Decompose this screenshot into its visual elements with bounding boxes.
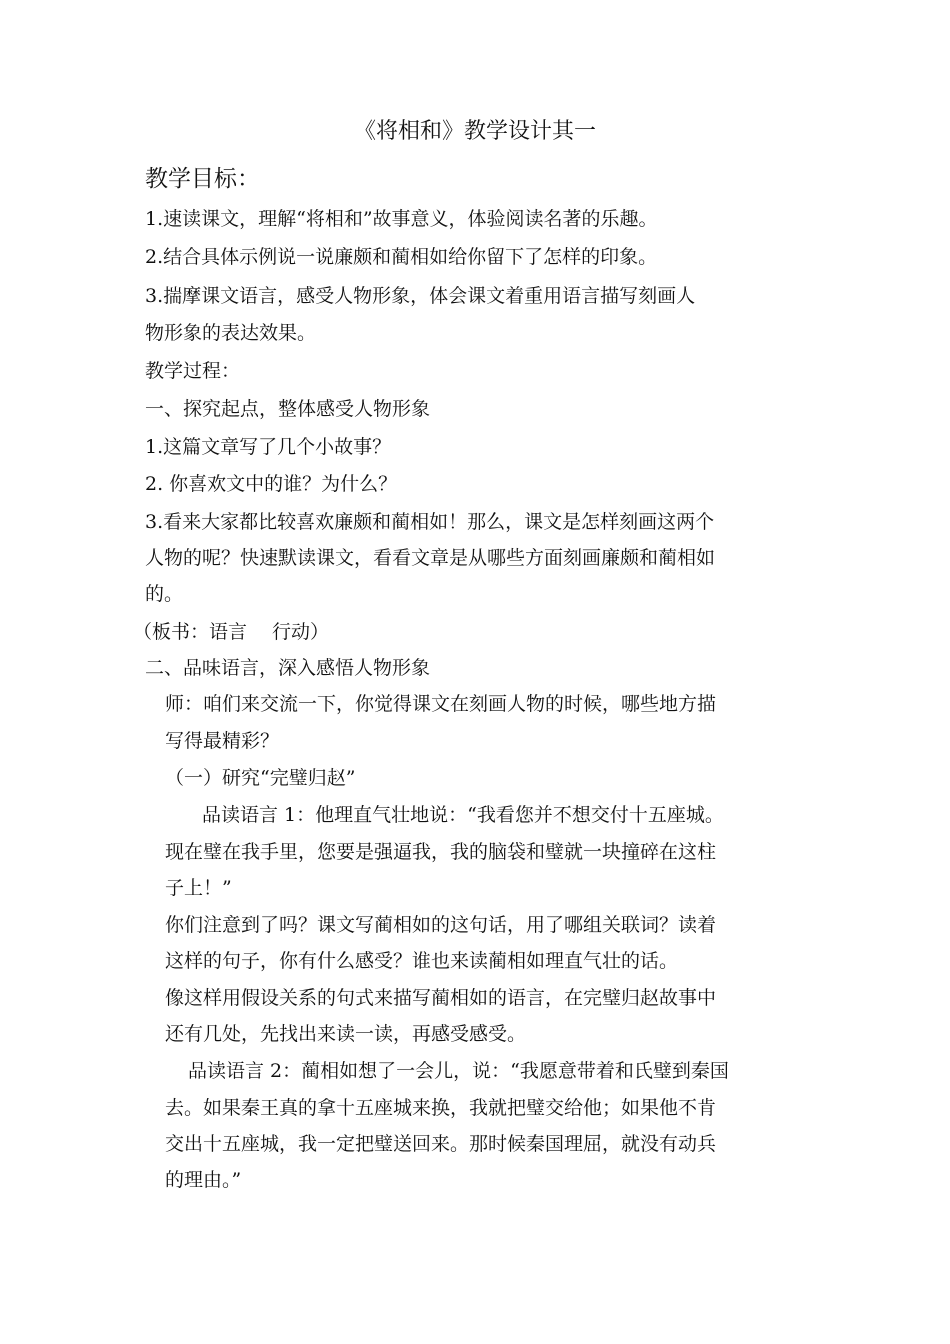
quote-paragraph-continued: 现在璧在我手里，您要是强逼我，我的脑袋和璧就一块撞碎在这柱 bbox=[165, 841, 717, 863]
process-heading: 教学过程： bbox=[145, 360, 241, 382]
quote-paragraph-continued: 子上！” bbox=[165, 877, 232, 899]
quote-paragraph: 品读语言 1：他理直气壮地说：“我看您并不想交付十五座城。 bbox=[202, 804, 724, 826]
objective-item: 3.揣摩课文语言，感受人物形象，体会课文着重用语言描写刻画人 bbox=[145, 285, 696, 307]
teacher-prompt: 师：咱们来交流一下，你觉得课文在刻画人物的时候，哪些地方描 bbox=[165, 693, 717, 715]
document-title: 《将相和》教学设计其一 bbox=[353, 119, 596, 144]
question-item: 3.看来大家都比较喜欢廉颇和蔺相如！那么，课文是怎样刻画这两个 bbox=[145, 511, 715, 533]
body-paragraph: 你们注意到了吗？课文写蔺相如的这句话，用了哪组关联词？读着 bbox=[165, 914, 717, 936]
subsection-heading: （一）研究“完璧归赵” bbox=[165, 767, 356, 789]
objective-item: 2.结合具体示例说一说廉颇和蔺相如给你留下了怎样的印象。 bbox=[145, 246, 658, 268]
section-heading: 一、探究起点，整体感受人物形象 bbox=[145, 398, 431, 420]
body-paragraph: 像这样用假设关系的句式来描写蔺相如的语言，在完璧归赵故事中 bbox=[165, 987, 717, 1009]
question-item: 1.这篇文章写了几个小故事？ bbox=[145, 436, 392, 458]
quote-paragraph-continued: 交出十五座城，我一定把璧送回来。那时候秦国理屈，就没有动兵 bbox=[165, 1133, 717, 1155]
body-paragraph-continued: 这样的句子，你有什么感受？谁也来读蔺相如理直气壮的话。 bbox=[165, 950, 679, 972]
objectives-heading: 教学目标： bbox=[145, 166, 260, 192]
quote-paragraph: 品读语言 2：蔺相如想了一会儿，说：“我愿意带着和氏璧到秦国 bbox=[188, 1060, 729, 1082]
body-paragraph-continued: 还有几处，先找出来读一读，再感受感受。 bbox=[165, 1023, 527, 1045]
quote-paragraph-continued: 的理由。” bbox=[165, 1169, 242, 1191]
section-heading: 二、品味语言，深入感悟人物形象 bbox=[145, 657, 431, 679]
teacher-prompt-continued: 写得最精彩？ bbox=[165, 730, 280, 752]
objective-item-continued: 物形象的表达效果。 bbox=[145, 322, 317, 344]
question-item: 2. 你喜欢文中的谁？为什么？ bbox=[145, 473, 398, 495]
quote-paragraph-continued: 去。如果秦王真的拿十五座城来换，我就把璧交给他；如果他不肯 bbox=[165, 1097, 717, 1119]
question-item-continued: 的。 bbox=[145, 583, 184, 605]
objective-item: 1.速读课文，理解“将相和”故事意义，体验阅读名著的乐趣。 bbox=[145, 208, 658, 230]
board-note: （板书：语言 行动） bbox=[133, 621, 330, 643]
question-item-continued: 人物的呢？快速默读课文，看看文章是从哪些方面刻画廉颇和蔺相如 bbox=[145, 547, 716, 569]
